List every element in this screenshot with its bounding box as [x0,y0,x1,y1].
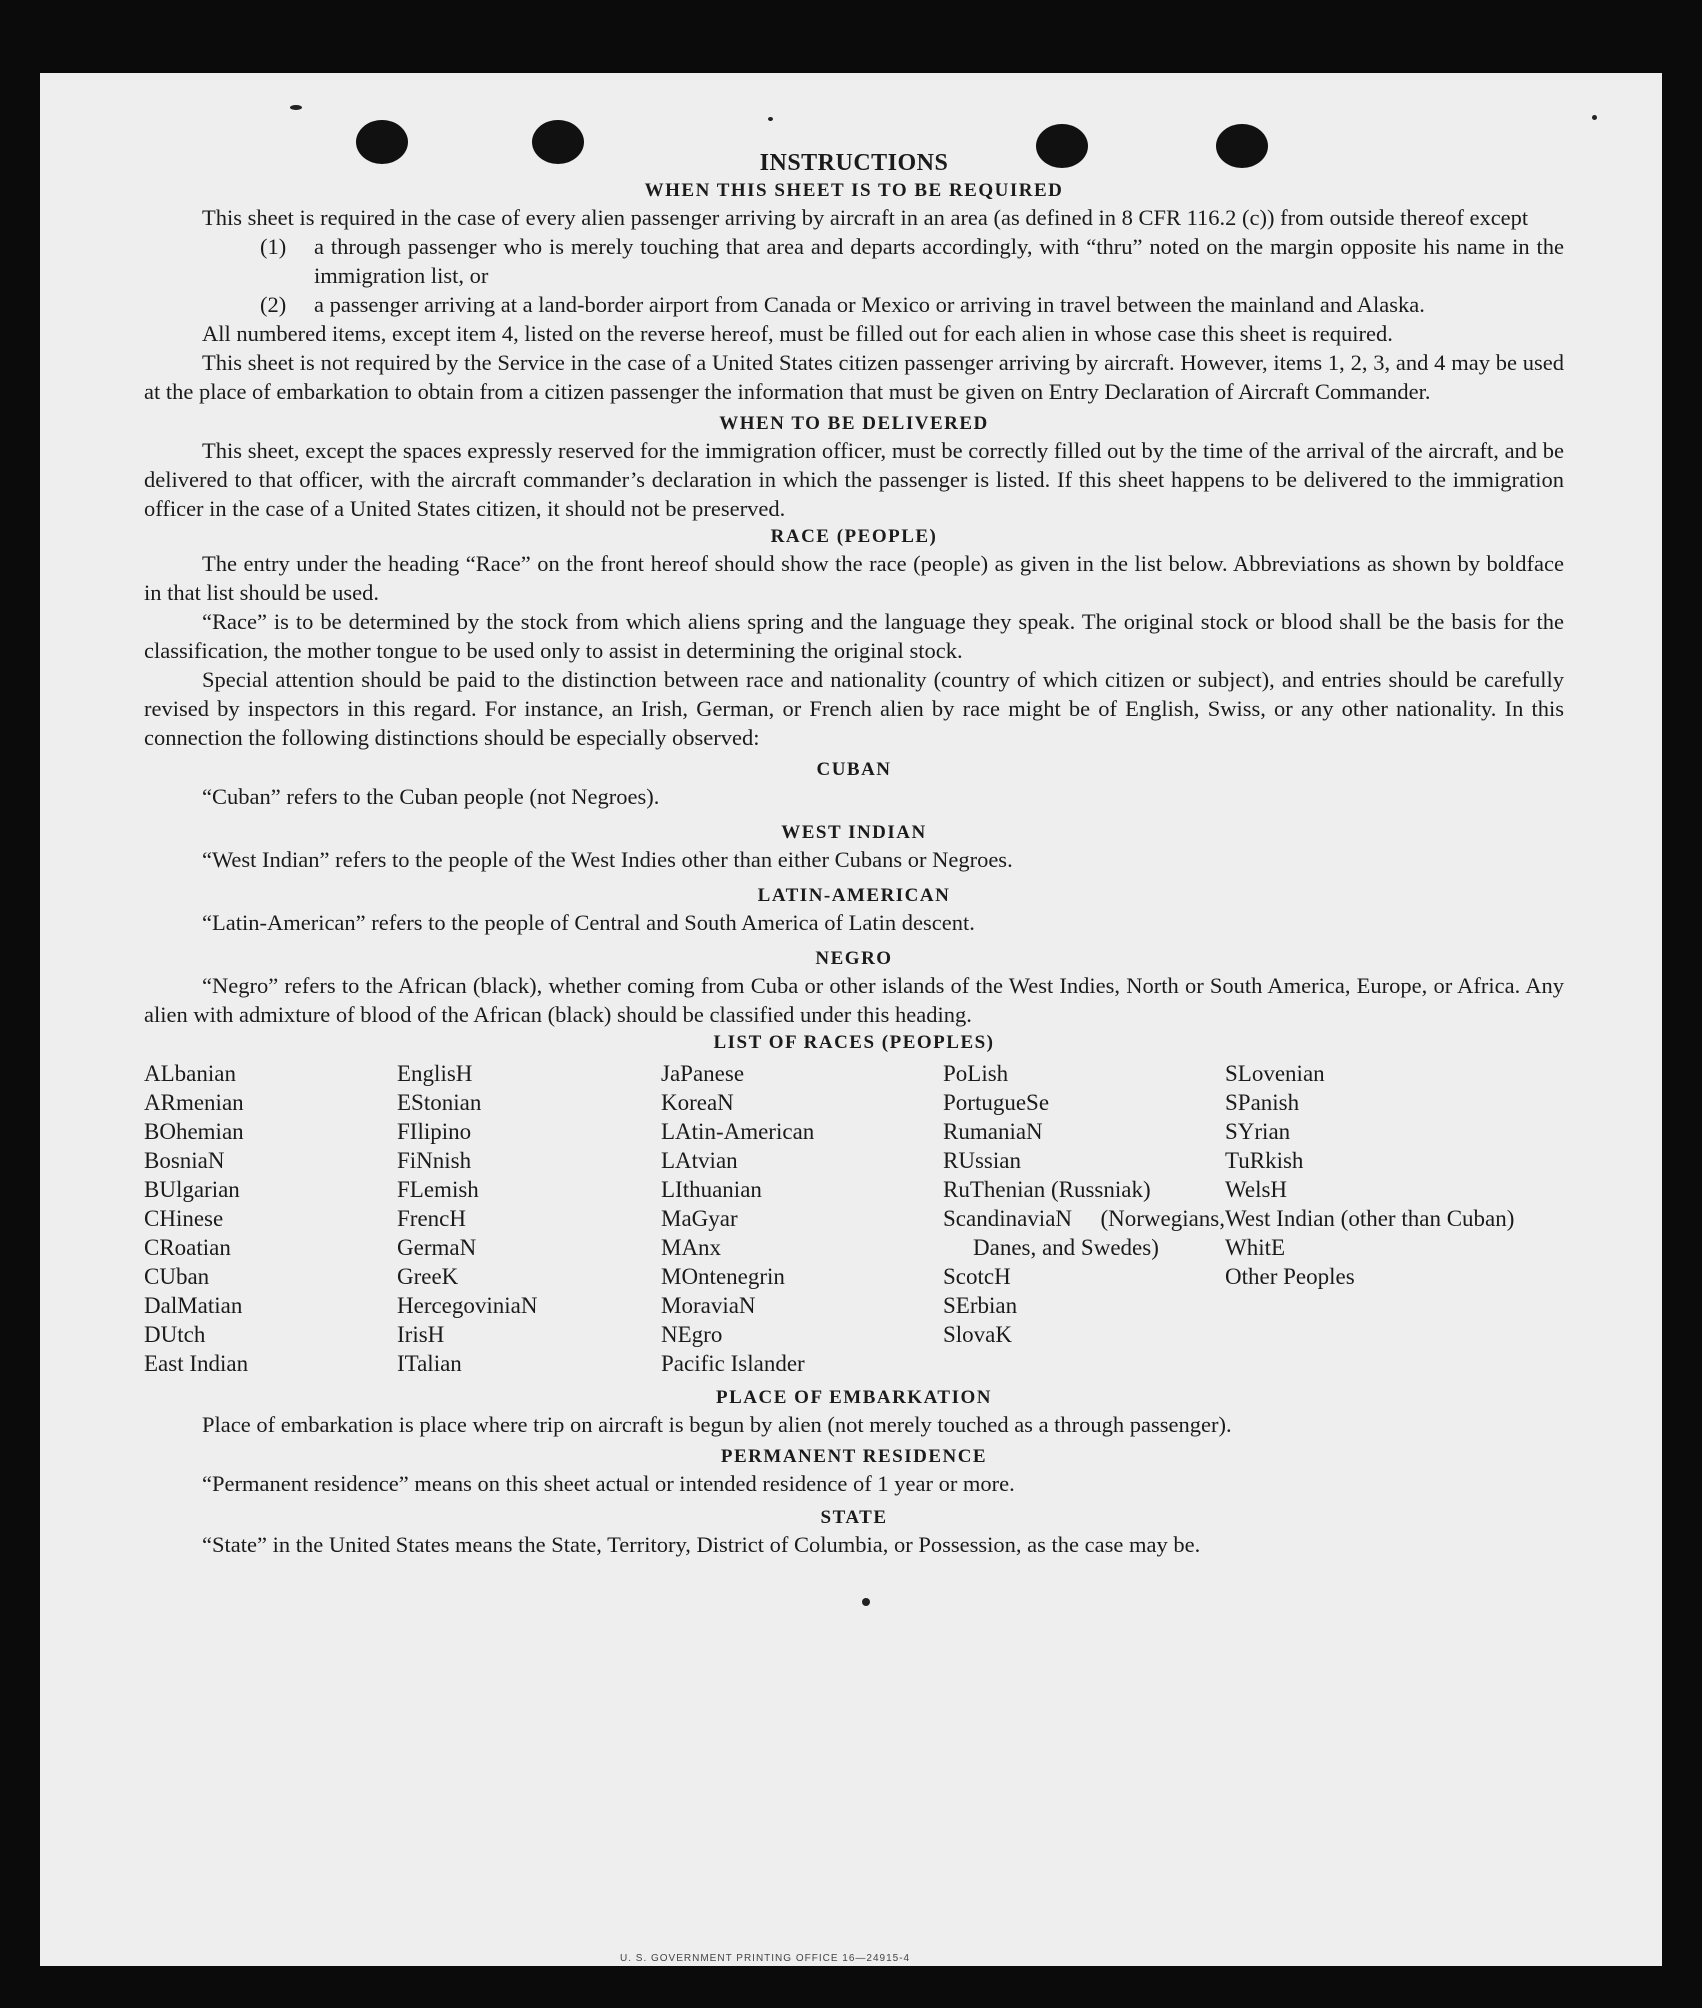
race-entry: PoLish [943,1061,1009,1086]
paragraph: “Cuban” refers to the Cuban people (not Negroes). [202,784,660,809]
race-entry: SErbian [943,1293,1018,1318]
race-entry: CHinese [144,1206,224,1231]
race-entry: GreeK [397,1264,459,1289]
race-entry: CUban [144,1264,210,1289]
race-entry: RuThenian (Russniak) [943,1177,1151,1202]
race-entry: BosniaN [144,1148,225,1173]
section-heading-when-required: WHEN THIS SHEET IS TO BE REQUIRED [644,180,1064,201]
race-entry: WelsH [1225,1177,1288,1202]
section-heading-list-of-races: LIST OF RACES (PEOPLES) [713,1032,995,1053]
page-title: INSTRUCTIONS [759,150,949,176]
paragraph: “Negro” refers to the African (black), whether coming from Cuba or other islands of the West Indies, North or South America, Europe, or Africa. Any alien with admixture of blood of the African (black) should be classified under this heading. [144,973,1564,1027]
race-list [144,1059,1564,1378]
race-entry: ALbanian [144,1061,236,1086]
race-entry: RumaniaN [943,1119,1043,1144]
race-entry: DalMatian [144,1293,243,1318]
race-column [144,1059,397,1378]
race-entry: MaGyar [661,1206,738,1231]
race-entry: DUtch [144,1322,206,1347]
paragraph: “West Indian” refers to the people of the West Indies other than either Cubans or Negroes. [202,847,1013,872]
paragraph: This sheet is not required by the Service in the case of a United States citizen passenger arriving by aircraft. However, items 1, 2, 3, and 4 may be used at the place of embarkation to obtain from a citizen passenger the information that must be given on Entry Declaration of Aircraft Commander. [144,350,1564,404]
race-column [661,1059,943,1378]
race-entry: HercegoviniaN [397,1293,538,1318]
race-entry: PortugueSe [943,1090,1050,1115]
race-entry: LAtin-American [661,1119,815,1144]
race-entry: MAnx [661,1235,722,1260]
race-column [943,1059,1225,1378]
race-entry: ScandinaviaN (Norwegians, Danes, and Swedes) [943,1206,1225,1260]
race-entry: GermaN [397,1235,477,1260]
race-entry: East Indian [144,1351,249,1376]
race-entry: FLemish [397,1177,479,1202]
race-entry: RUssian [943,1148,1021,1173]
race-column [397,1059,661,1378]
paragraph: The entry under the heading “Race” on the front hereof should show the race (people) as given in the list below. Abbreviations as shown by boldface in that list should be used. [144,551,1564,605]
paragraph: All numbered items, except item 4, listed on the reverse hereof, must be filled out for each alien in whose case this sheet is required. [202,321,1393,346]
race-entry: IrisH [397,1322,445,1347]
numbered-item [144,232,1564,290]
section-heading-permanent-residence: PERMANENT RESIDENCE [720,1446,988,1467]
race-entry: ITalian [397,1351,462,1376]
race-entry: BUlgarian [144,1177,240,1202]
race-entry: FiNnish [397,1148,472,1173]
race-entry: ScotcH [943,1264,1011,1289]
race-entry: SLovenian [1225,1061,1325,1086]
section-heading-state: STATE [820,1507,888,1528]
race-entry: SlovaK [943,1322,1012,1347]
section-heading-race: RACE (PEOPLE) [770,526,938,547]
ink-speck [1592,115,1597,120]
race-entry: EStonian [397,1090,482,1115]
race-entry: KoreaN [661,1090,734,1115]
section-heading-embarkation: PLACE OF EMBARKATION [716,1387,992,1408]
race-entry: Other Peoples [1225,1264,1355,1289]
document-sheet [40,73,1662,1966]
race-entry: CRoatian [144,1235,231,1260]
paragraph: Place of embarkation is place where trip on aircraft is begun by alien (not merely touched as a through passenger). [202,1412,1232,1437]
race-entry: JaPanese [661,1061,745,1086]
printer-imprint: U. S. GOVERNMENT PRINTING OFFICE 16—24915-4 [620,1953,911,1964]
race-entry: MOntenegrin [661,1264,785,1289]
race-entry: SPanish [1225,1090,1300,1115]
paragraph: Special attention should be paid to the distinction between race and nationality (country of which citizen or subject), and entries should be carefully revised by inspectors in this regard. For instance, an Irish, German, or French alien by race might be of English, Swiss, or any other nationality. In this connection the following distinctions should be especially observed: [144,667,1564,750]
race-entry: BOhemian [144,1119,244,1144]
ink-speck [768,117,773,121]
section-heading-negro: NEGRO [815,948,893,969]
race-entry: FIlipino [397,1119,472,1144]
item-text: a through passenger who is merely touching that area and departs accordingly, with “thru” noted on the margin opposite his name in the immigration list, or [314,234,1564,288]
paragraph: “State” in the United States means the State, Territory, District of Columbia, or Possession, as the case may be. [202,1532,1201,1557]
item-text: a passenger arriving at a land-border airport from Canada or Mexico or arriving in travel between the mainland and Alaska. [314,292,1425,317]
numbered-item [144,290,1564,319]
section-heading-cuban: CUBAN [816,759,892,780]
race-entry: NEgro [661,1322,723,1347]
race-entry: West Indian (other than Cuban) [1225,1206,1515,1231]
item-number: (1) [260,234,287,259]
race-column [1225,1059,1564,1378]
race-entry: LAtvian [661,1148,738,1173]
race-entry: LIthuanian [661,1177,762,1202]
race-entry: EnglisH [397,1061,473,1086]
section-heading-latin-american: LATIN-AMERICAN [757,885,951,906]
race-entry: TuRkish [1225,1148,1304,1173]
race-entry: ARmenian [144,1090,244,1115]
paragraph: This sheet, except the spaces expressly reserved for the immigration officer, must be correctly filled out by the time of the arrival of the aircraft, and be delivered to that officer, with the aircraft commander’s declaration in which the passenger is listed. If this sheet happens to be delivered to the immigration officer in the case of a United States citizen, it should not be preserved. [144,438,1564,521]
paragraph: “Latin-American” refers to the people of Central and South America of Latin descent. [202,910,975,935]
race-entry: Pacific Islander [661,1351,805,1376]
race-entry: SYrian [1225,1119,1291,1144]
section-heading-when-delivered: WHEN TO BE DELIVERED [719,413,989,434]
race-entry: MoraviaN [661,1293,756,1318]
race-entry: FrencH [397,1206,466,1231]
paragraph: This sheet is required in the case of every alien passenger arriving by aircraft in an area (as defined in 8 CFR 116.2 (c)) from outside thereof except [202,205,1529,230]
race-entry: WhitE [1225,1235,1286,1260]
ink-speck [290,105,302,110]
instructions-body [144,147,1564,1559]
item-number: (2) [260,292,287,317]
paragraph: “Permanent residence” means on this sheet actual or intended residence of 1 year or more. [202,1471,1015,1496]
paragraph: “Race” is to be determined by the stock from which aliens spring and the language they speak. The original stock or blood shall be the basis for the classification, the mother tongue to be used only to assist in determining the original stock. [144,609,1564,663]
ink-speck [862,1598,870,1606]
section-heading-west-indian: WEST INDIAN [781,822,927,843]
